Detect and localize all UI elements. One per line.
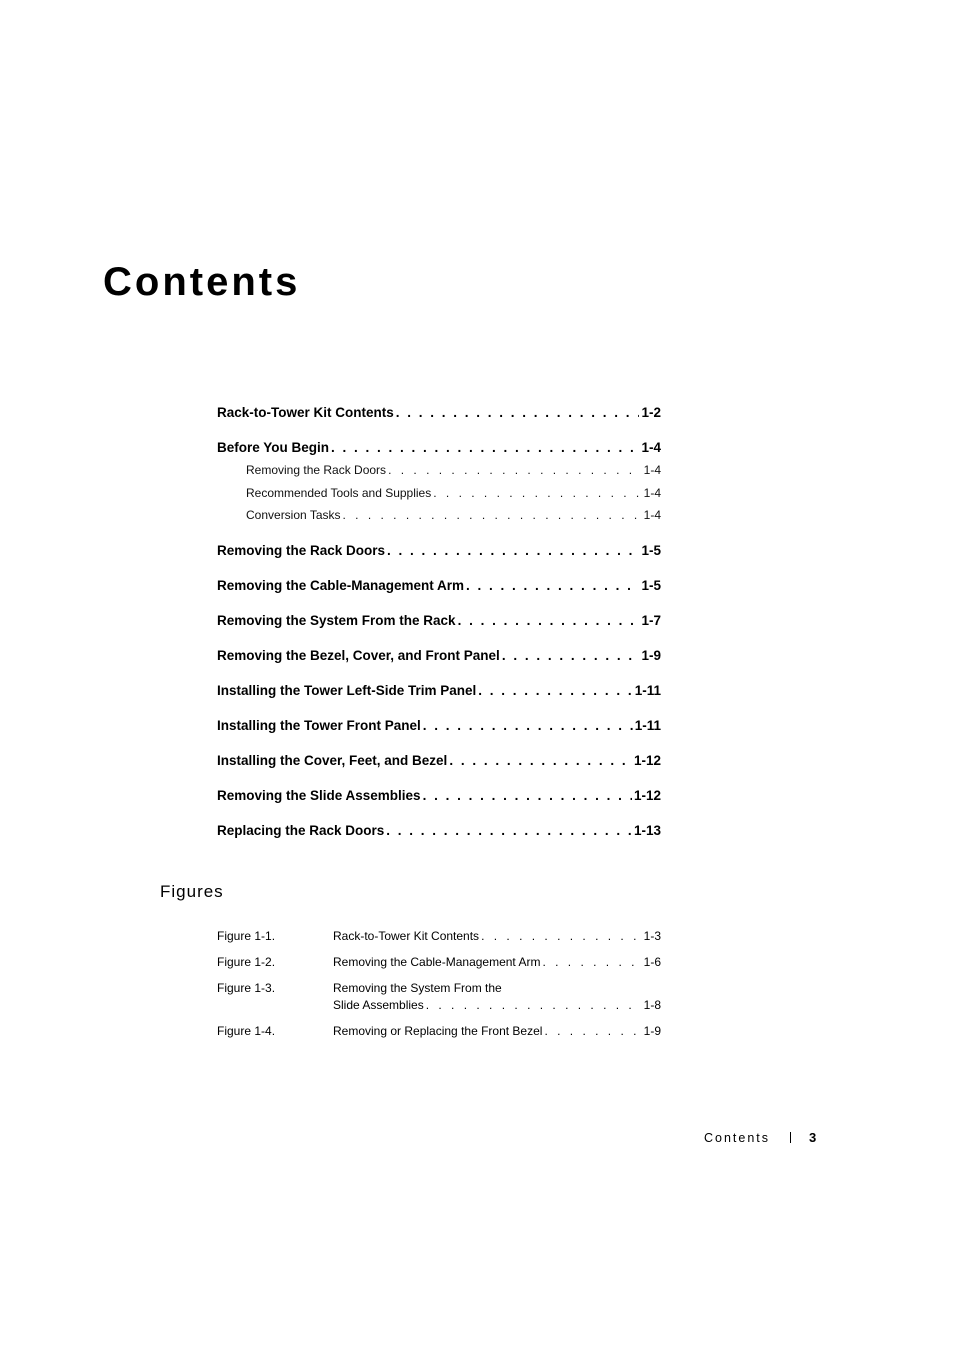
- figure-entry[interactable]: [217, 954, 661, 971]
- dot-leader: [426, 997, 642, 1014]
- dot-leader: [478, 681, 632, 701]
- toc-subentry[interactable]: [217, 462, 661, 485]
- toc-entry-label: Removing the Cable-Management Arm: [217, 578, 465, 593]
- page-footer: [704, 1130, 816, 1145]
- figure-title-line: Removing the System From the: [333, 981, 502, 995]
- dot-leader: [423, 716, 633, 736]
- toc-entry[interactable]: [217, 403, 661, 438]
- toc-entry[interactable]: [217, 681, 661, 716]
- toc-entry-page: 1-12: [633, 788, 661, 803]
- figure-number: Figure 1-3.: [217, 981, 276, 995]
- footer-divider: [790, 1132, 791, 1143]
- toc-entry-page: 1-11: [634, 683, 661, 698]
- figure-title: Removing the Cable-Management Arm: [333, 955, 541, 969]
- toc-entry-label: Installing the Tower Left-Side Trim Panel: [217, 683, 477, 698]
- toc-entry-label: Removing the Rack Doors: [217, 543, 386, 558]
- dot-leader: [542, 954, 641, 971]
- dot-leader: [423, 786, 632, 806]
- toc-subentry-page: 1-4: [643, 508, 661, 522]
- footer-page-number: 3: [809, 1130, 817, 1145]
- toc-entry-page: 1-5: [641, 543, 661, 558]
- toc-entry-label: Removing the Slide Assemblies: [217, 788, 421, 803]
- toc-entry[interactable]: [217, 751, 661, 786]
- figure-entry[interactable]: [217, 1023, 661, 1040]
- toc-entry-page: 1-13: [633, 823, 661, 838]
- figure-page: 1-3: [643, 929, 661, 943]
- toc-entry-label: Removing the Bezel, Cover, and Front Panel: [217, 648, 500, 663]
- figure-number: Figure 1-4.: [217, 1024, 276, 1038]
- dot-leader: [449, 751, 632, 771]
- toc-entry-label: Removing the System From the Rack: [217, 613, 456, 628]
- figure-number: Figure 1-1.: [217, 929, 276, 943]
- toc-entry-label: Rack-to-Tower Kit Contents: [217, 405, 394, 420]
- figure-number: Figure 1-2.: [217, 955, 276, 969]
- dot-leader: [388, 462, 642, 478]
- toc-entry-page: 1-4: [641, 440, 661, 455]
- toc-entry[interactable]: [217, 821, 661, 856]
- figure-title: Rack-to-Tower Kit Contents: [333, 929, 480, 943]
- toc-subentry-page: 1-4: [643, 463, 661, 477]
- toc-subentry-label: Recommended Tools and Supplies: [246, 485, 432, 500]
- dot-leader: [343, 507, 642, 523]
- toc-entry-page: 1-5: [641, 578, 661, 593]
- toc-entry[interactable]: [217, 541, 661, 576]
- footer-section-title: Contents: [704, 1130, 771, 1145]
- toc-entry[interactable]: [217, 646, 661, 681]
- toc-entry-label: Before You Begin: [217, 440, 330, 455]
- dot-leader: [396, 403, 640, 423]
- toc-entry-label: Installing the Cover, Feet, and Bezel: [217, 753, 448, 768]
- dot-leader: [458, 611, 640, 631]
- table-of-contents: [217, 403, 661, 856]
- figure-page: 1-9: [643, 1024, 661, 1038]
- figure-page: 1-6: [643, 955, 661, 969]
- dot-leader: [387, 541, 639, 561]
- toc-entry-label: Replacing the Rack Doors: [217, 823, 385, 838]
- toc-entry-page: 1-2: [641, 405, 661, 420]
- dot-leader: [386, 821, 632, 841]
- toc-entry-page: 1-9: [641, 648, 661, 663]
- dot-leader: [331, 438, 639, 458]
- toc-entry-page: 1-7: [641, 613, 661, 628]
- dot-leader: [544, 1023, 641, 1040]
- page-title: Contents: [103, 260, 301, 304]
- toc-entry-label: Installing the Tower Front Panel: [217, 718, 421, 733]
- figure-entry[interactable]: [217, 980, 661, 1014]
- toc-subentry-page: 1-4: [643, 485, 661, 500]
- list-of-figures: [217, 928, 661, 1049]
- dot-leader: [481, 928, 642, 945]
- toc-entry[interactable]: [217, 576, 661, 611]
- toc-subentry-label: Removing the Rack Doors: [246, 463, 387, 477]
- toc-entry[interactable]: [217, 611, 661, 646]
- toc-entry-page: 1-11: [634, 718, 661, 733]
- toc-entry[interactable]: [217, 438, 661, 462]
- dot-leader: [433, 485, 641, 501]
- toc-entry-page: 1-12: [633, 753, 661, 768]
- figure-title: Slide Assemblies: [333, 998, 424, 1012]
- figure-entry[interactable]: [217, 928, 661, 945]
- figures-heading: Figures: [160, 882, 224, 901]
- figure-page: 1-8: [643, 998, 661, 1012]
- dot-leader: [466, 576, 639, 596]
- toc-entry[interactable]: [217, 786, 661, 821]
- toc-subentry[interactable]: [217, 507, 661, 541]
- toc-entry[interactable]: [217, 716, 661, 751]
- figure-title: Removing or Replacing the Front Bezel: [333, 1024, 543, 1038]
- dot-leader: [502, 646, 640, 666]
- toc-subentry[interactable]: [217, 485, 661, 508]
- toc-subentry-label: Conversion Tasks: [246, 508, 341, 522]
